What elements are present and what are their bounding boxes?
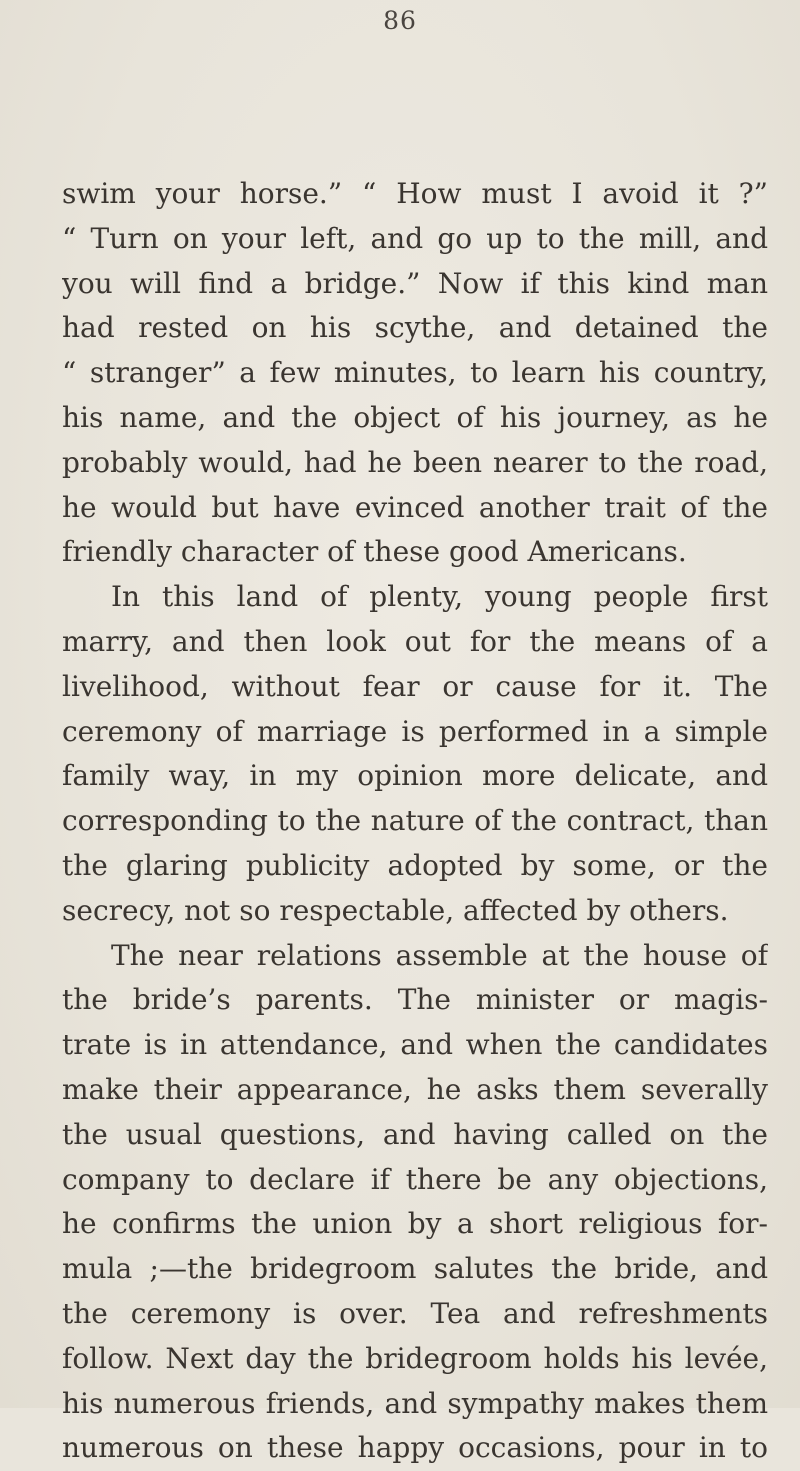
text-line: you will find a bridge.” Now if this kind man [62,266,768,300]
page-number: 86 [383,6,417,35]
text-line: “ stranger” a few minutes, to learn his country, [62,356,768,390]
text-line: marry, and then look out for the means of a [62,624,768,658]
text-line: In this land of plenty, young people first [111,580,768,614]
text-line: the bride’s parents. The minister or magis- [62,983,768,1017]
text-line: trate is in attendance, and when the candidates [62,1028,768,1062]
text-line: had rested on his scythe, and detained the [62,311,768,345]
text-line: he would but have evinced another trait of the [62,490,768,524]
text-line: numerous on these happy occasions, pour in to [62,1431,768,1465]
text-line: make their appearance, he asks them severally [62,1072,768,1106]
text-line: probably would, had he been nearer to the road, [62,445,768,479]
text-line: The near relations assemble at the house of [111,938,768,972]
text-line: his name, and the object of his journey, as he [62,400,768,434]
text-line: friendly character of these good Americans. [62,535,687,569]
text-line: follow. Next day the bridegroom holds his levée, [62,1341,768,1375]
text-line: livelihood, without fear or cause for it. The [62,669,768,703]
text-line: his numerous friends, and sympathy makes them [62,1386,768,1420]
text-line: secrecy, not so respectable, affected by others. [62,893,729,927]
text-line: swim your horse.” “ How must I avoid it ?” [62,177,768,210]
body-text [62,172,768,1471]
text-line: the usual questions, and having called on the [62,1117,768,1151]
text-line: “ Turn on your left, and go up to the mill, and [62,221,768,255]
text-line: he confirms the union by a short religious for- [62,1207,768,1241]
text-line: company to declare if there be any objections, [62,1162,768,1196]
text-line: family way, in my opinion more delicate, and [62,759,768,793]
text-line: corresponding to the nature of the contract, than [62,804,768,838]
text-line: ceremony of marriage is performed in a simple [62,714,768,748]
text-line: the glaring publicity adopted by some, or the [62,848,768,882]
text-line: mula ;—the bridegroom salutes the bride, and [62,1252,768,1286]
text-line: the ceremony is over. Tea and refreshments [62,1296,768,1330]
